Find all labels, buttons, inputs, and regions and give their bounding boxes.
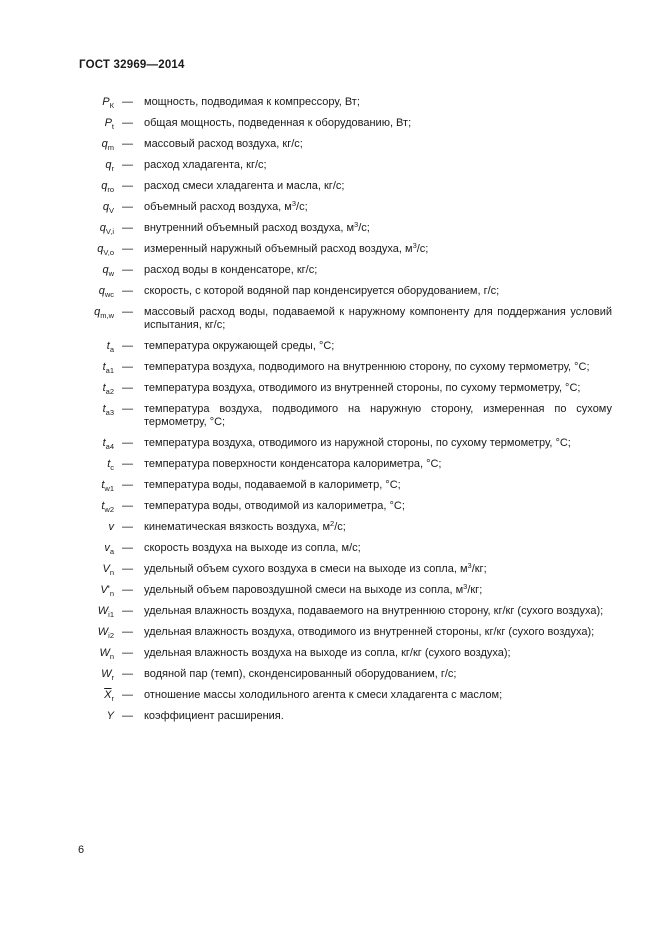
definition-text: температура воздуха, подводимого на наружную сторону, измеренная по сухому термометру, °С; [144, 403, 612, 428]
symbol-letter: q [98, 285, 105, 297]
em-dash: — [122, 340, 133, 352]
definition-text: удельная влажность воздуха, отводимого из внутренней стороны, кг/кг (сухого воздуха); [144, 626, 595, 638]
symbol [107, 458, 114, 471]
definition-text: температура окружающей среды, °С; [144, 340, 335, 352]
definition-row [0, 626, 661, 639]
definition-text [144, 521, 612, 534]
symbol-subscript: i1 [108, 610, 114, 619]
definition-text-part: кинематическая вязкость воздуха, м [144, 521, 331, 533]
definition-row [0, 117, 661, 130]
em-dash: — [122, 689, 133, 701]
definition-row [0, 647, 661, 660]
definition-text: массовый расход воды, подаваемой к наружному компоненту для поддержания условий испытания, кг/с; [144, 306, 612, 331]
symbol [98, 626, 114, 639]
symbol [103, 361, 114, 374]
symbol-letter: t [102, 361, 106, 373]
symbol-letter: q [102, 264, 109, 276]
definition-text: удельная влажность воздуха, подаваемого на внутреннюю сторону, кг/кг (сухого воздуха); [144, 605, 604, 617]
definition-row [0, 542, 661, 555]
symbol-subscript: m,w [100, 311, 114, 320]
definition-text [144, 222, 612, 235]
definition-row [0, 710, 661, 723]
em-dash: — [122, 584, 133, 596]
em-dash: — [122, 710, 133, 722]
em-dash: — [122, 117, 133, 129]
symbol [98, 605, 114, 618]
definition-row [0, 340, 661, 353]
symbol-subscript: a [109, 345, 114, 354]
em-dash: — [122, 180, 133, 192]
unit-exponent: 3 [463, 582, 468, 591]
definition-text: температура поверхности конденсатора калориметра, °С; [144, 458, 442, 470]
em-dash: — [122, 668, 133, 680]
unit-exponent: 3 [291, 199, 297, 208]
symbol [109, 521, 115, 534]
symbol-letter: t [102, 382, 106, 394]
em-dash: — [122, 458, 133, 470]
definition-text [144, 243, 612, 256]
symbol-list [0, 96, 661, 731]
symbol-letter: t [101, 479, 105, 491]
em-dash: — [122, 605, 133, 617]
document-header: ГОСТ 32969—2014 [79, 59, 185, 71]
definition-row [0, 96, 661, 109]
symbol-subscript: a2 [105, 387, 114, 396]
symbol-subscript: n [109, 652, 114, 661]
symbol-subscript: t [111, 122, 114, 131]
symbol [97, 243, 114, 256]
definition-text: температура воды, подаваемой в калориметр, °С; [144, 479, 401, 491]
em-dash: — [122, 647, 133, 659]
symbol-subscript: i2 [108, 631, 114, 640]
symbol [100, 222, 114, 235]
symbol-letter: q [101, 180, 108, 192]
symbol-letter: V [102, 563, 110, 575]
symbol-letter: q [99, 222, 106, 234]
definition-text: отношение массы холодильного агента к смеси хладагента с маслом; [144, 689, 503, 701]
symbol-letter: t [102, 437, 106, 449]
definition-row [0, 180, 661, 193]
symbol [102, 96, 114, 109]
symbol [102, 138, 114, 151]
symbol-letter: t [106, 340, 110, 352]
definition-row [0, 668, 661, 681]
em-dash: — [122, 403, 133, 415]
symbol [102, 563, 114, 576]
unit-exponent: 3 [412, 241, 417, 250]
symbol-subscript: К [109, 101, 114, 110]
symbol [101, 479, 114, 492]
definition-text [144, 563, 612, 576]
definition-text [144, 584, 612, 597]
symbol-letter: q [97, 243, 104, 255]
em-dash: — [122, 138, 133, 150]
symbol-subscript: c [110, 463, 114, 472]
symbol-letter: t [107, 458, 111, 470]
symbol-letter: P [104, 117, 112, 129]
definition-text: расход хладагента, кг/с; [144, 159, 267, 171]
symbol-subscript: r [111, 673, 114, 682]
definition-text: температура воды, отводимой из калориметра, °С; [144, 500, 405, 512]
symbol-letter: q [105, 159, 112, 171]
definition-row [0, 243, 661, 256]
symbol-subscript: m [107, 143, 114, 152]
symbol [103, 201, 114, 214]
em-dash: — [122, 437, 133, 449]
definition-text: скорость воздуха на выходе из сопла, м/с; [144, 542, 361, 554]
definition-row [0, 563, 661, 576]
em-dash: — [122, 500, 133, 512]
symbol-subscript: V,o [103, 248, 114, 257]
definition-text: удельная влажность воздуха на выходе из сопла, кг/кг (сухого воздуха); [144, 647, 511, 659]
symbol [104, 689, 114, 702]
symbol-subscript: a4 [105, 442, 114, 451]
definition-text: общая мощность, подведенная к оборудованию, Вт; [144, 117, 412, 129]
definition-row [0, 458, 661, 471]
em-dash: — [122, 285, 133, 297]
definition-text: коэффициент расширения. [144, 710, 284, 722]
em-dash: — [122, 306, 133, 318]
symbol-letter: v [104, 542, 110, 554]
symbol-subscript: ro [107, 185, 114, 194]
symbol-letter: V [100, 584, 108, 596]
definition-row [0, 222, 661, 235]
definition-row [0, 584, 661, 597]
definition-row [0, 285, 661, 298]
definition-text-part: /кг; [467, 584, 483, 596]
symbol-subscript: V [108, 206, 114, 215]
definition-text: мощность, подводимая к компрессору, Вт; [144, 96, 360, 108]
em-dash: — [122, 382, 133, 394]
definition-row [0, 201, 661, 214]
definition-text: температура воздуха, отводимого из наружной стороны, по сухому термометру, °С; [144, 437, 571, 449]
definition-row [0, 382, 661, 395]
definition-text: массовый расход воздуха, кг/с; [144, 138, 303, 150]
symbol-subscript: r [111, 694, 114, 703]
symbol [103, 382, 114, 395]
definition-text-part: измеренный наружный объемный расход воздуха, м [144, 243, 413, 255]
em-dash: — [122, 96, 133, 108]
em-dash: — [122, 222, 133, 234]
definition-row [0, 159, 661, 172]
symbol [105, 117, 114, 130]
symbol-letter: W [99, 647, 110, 659]
unit-exponent: 3 [354, 220, 359, 229]
em-dash: — [122, 479, 133, 491]
symbol-subscript: a1 [105, 366, 114, 375]
symbol-letter: W [97, 605, 109, 617]
definition-text: скорость, с которой водяной пар конденсируется оборудованием, г/с; [144, 285, 500, 297]
definition-row [0, 500, 661, 513]
em-dash: — [122, 243, 133, 255]
symbol [99, 647, 114, 660]
symbol-letter: $\overline{X}$ [104, 689, 112, 701]
definition-text: водяной пар (темп), сконденсированный оборудованием, г/с; [144, 668, 457, 680]
symbol-subscript: V,i [105, 227, 114, 236]
symbol-letter: v [108, 521, 114, 533]
definition-text-part: /с; [334, 521, 346, 533]
symbol-letter: W [101, 668, 112, 680]
symbol-subscript: a3 [105, 408, 114, 417]
definition-text-part: объемный расход воздуха, м [144, 201, 292, 213]
symbol-subscript: w [108, 269, 114, 278]
definition-text-part: удельный объем сухого воздуха в смеси на выходе из сопла, м [144, 563, 468, 575]
definition-text: расход смеси хладагента и масла, кг/с; [144, 180, 345, 192]
symbol-letter: Y [106, 710, 114, 722]
symbol [103, 403, 114, 416]
em-dash: — [122, 159, 133, 171]
definition-text: температура воздуха, отводимого из внутренней стороны, по сухому термометру, °С; [144, 382, 581, 394]
unit-exponent: 3 [467, 561, 472, 570]
definition-row [0, 264, 661, 277]
definition-row [0, 605, 661, 618]
symbol-subscript: a [109, 547, 114, 556]
definition-row [0, 437, 661, 450]
symbol-letter: q [94, 306, 101, 318]
definition-text: расход воды в конденсаторе, кг/с; [144, 264, 318, 276]
em-dash: — [122, 361, 133, 373]
definition-row [0, 689, 661, 702]
definition-text [144, 201, 612, 214]
em-dash: — [122, 563, 133, 575]
definition-text-part: /с; [296, 201, 308, 213]
unit-exponent: 2 [330, 519, 335, 528]
symbol-subscript: n [109, 568, 114, 577]
definition-row [0, 479, 661, 492]
em-dash: — [122, 201, 133, 213]
symbol-letter: W [97, 626, 109, 638]
symbol [101, 500, 114, 513]
symbol-letter: t [102, 403, 106, 415]
symbol [107, 710, 114, 723]
page-number: 6 [78, 844, 85, 856]
symbol [105, 159, 114, 172]
symbol-subscript: n [109, 589, 114, 598]
definition-row [0, 138, 661, 151]
symbol [107, 340, 114, 353]
definition-text-part: /с; [416, 243, 429, 255]
em-dash: — [122, 626, 133, 638]
symbol [101, 180, 114, 193]
definition-row [0, 306, 661, 332]
symbol-letter: q [102, 201, 109, 213]
symbol-subscript: w1 [104, 484, 114, 493]
symbol [99, 285, 114, 298]
em-dash: — [122, 264, 133, 276]
symbol-letter: t [101, 500, 105, 512]
definition-text-part: удельный объем паровоздушной смеси на выходе из сопла, м [144, 584, 464, 596]
definition-text-part: внутренний объемный расход воздуха, м [144, 222, 355, 234]
symbol-subscript: wc [104, 290, 114, 299]
symbol [101, 668, 114, 681]
symbol-subscript: w2 [104, 505, 114, 514]
definition-row [0, 521, 661, 534]
symbol-letter: P [102, 96, 110, 108]
definition-text-part: /кг; [471, 563, 487, 575]
definition-text: температура воздуха, подводимого на внутреннюю сторону, по сухому термометру, °С; [144, 361, 590, 373]
symbol [103, 437, 114, 450]
definition-text-part: /с; [358, 222, 370, 234]
symbol-subscript: r [111, 164, 114, 173]
definition-row [0, 403, 661, 429]
symbol [94, 306, 114, 319]
symbol [102, 264, 114, 277]
em-dash: — [122, 542, 133, 554]
em-dash: — [122, 521, 133, 533]
symbol-letter: q [101, 138, 108, 150]
definition-row [0, 361, 661, 374]
symbol-prime: ' [107, 584, 110, 596]
symbol [100, 584, 114, 597]
symbol [104, 542, 114, 555]
